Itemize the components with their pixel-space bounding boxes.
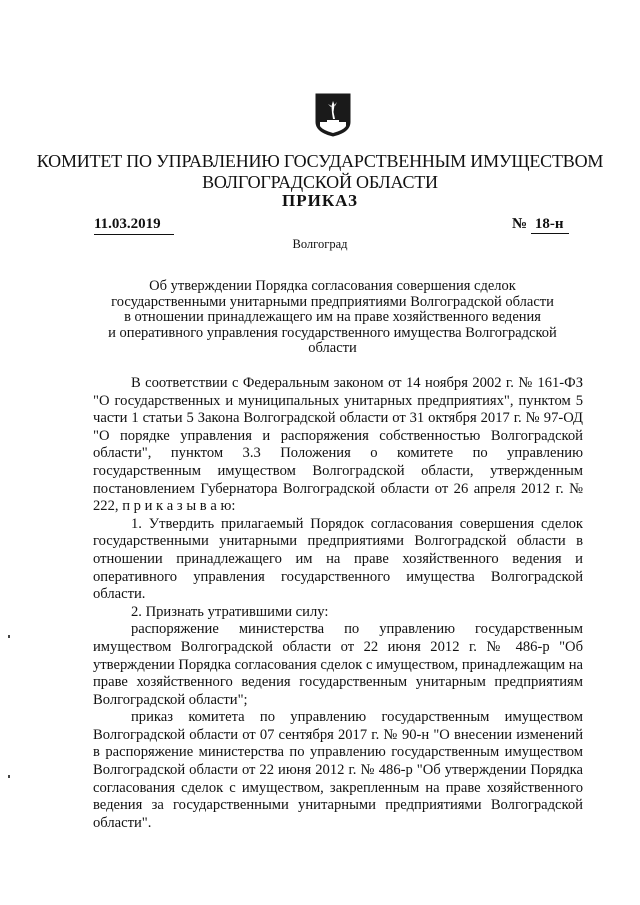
city-name: Волгоград <box>292 237 348 251</box>
number-value: 18-н <box>531 216 570 234</box>
document-type: ПРИКАЗ <box>282 191 358 210</box>
item-2-paragraph: 2. Признать утратившими силу: <box>131 603 329 620</box>
title-line: государственными унитарными предприятиями Волгоградской области <box>111 293 554 310</box>
item-1-paragraph: 1. Утвердить прилагаемый Порядок согласования совершения сделок государственными унитарными предприятиями Волгоградской области в отношении принадлежащего им на праве хозяйственного ведения и оперативного управления государственного имущества Волгоградской области. <box>93 515 583 603</box>
item-2a-paragraph: распоряжение министерства по управлению государственным имуществом Волгоградской области от 22 июня 2012 г. № 486-р "Об утверждении Порядка согласования сделок с имуществом, принадлежащим на праве хозяйственного ведения государственным унитарным предприятиям Волгоградской области"; <box>93 621 583 708</box>
number-label: № <box>512 216 528 232</box>
title-line: в отношении принадлежащего им на праве хозяйственного ведения <box>124 309 541 325</box>
preamble-paragraph: В соответствии с Федеральным законом от 14 ноября 2002 г. № 161-ФЗ "О государственных и муниципальных унитарных предприятиях", пунктом 5 части 1 статьи 5 Закона Волгоградской области от 31 октября 2017 г. № 97-ОД "О порядке управления и распоряжения собственностью Волгоградской области", пунктом 3.3 Положения о комитете по управлению государственным имуществом Волгоградской области, утвержденным постановлением Губернатора Волгоградской области от 26 апреля 2012 г. № 222, п р и к а з ы в а ю: <box>93 375 583 515</box>
document-title <box>80 279 585 357</box>
document-date: 11.03.2019 <box>94 216 174 235</box>
committee-name-line1: КОМИТЕТ ПО УПРАВЛЕНИЮ ГОСУДАРСТВЕННЫМ ИМУЩЕСТВОМ <box>36 151 604 171</box>
title-line: и оперативного управления государственного имущества Волгоградской <box>108 324 557 341</box>
document-body <box>93 375 583 832</box>
scan-artifact-mark <box>8 635 10 638</box>
coat-of-arms-icon <box>314 92 352 138</box>
title-line: Об утверждении Порядка согласования совершения сделок <box>149 278 516 294</box>
scan-artifact-mark <box>8 775 10 778</box>
item-2b-paragraph: приказ комитета по управлению государственным имуществом Волгоградской области от 07 сентября 2017 г. № 90-н "О внесении изменений в распоряжение министерства по управлению государственным имуществом Волгоградской области от 22 июня 2012 г. № 486-р "Об утверждении Порядка согласования сделок с имуществом, закрепленным на праве хозяйственного ведения за государственными унитарными предприятиями Волгоградской области". <box>93 709 583 831</box>
committee-name-line2: ВОЛГОГРАДСКОЙ ОБЛАСТИ <box>202 172 438 192</box>
document-number <box>512 216 580 233</box>
title-line: области <box>308 340 357 356</box>
